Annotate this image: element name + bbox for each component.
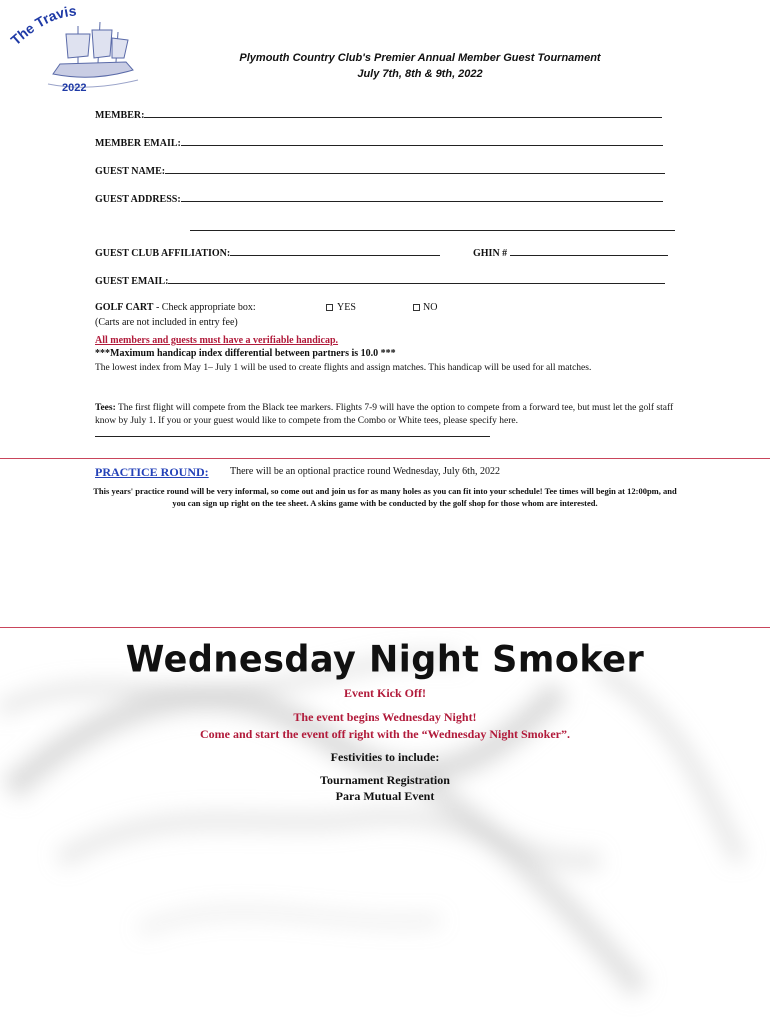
golf-cart-label: GOLF CART [95, 302, 154, 313]
smoker-festivities: Festivities to include: [330, 750, 440, 764]
smoker-come: Come and start the event off right with the “Wednesday Night Smoker”. [200, 727, 570, 741]
member-email-label: MEMBER EMAIL: [95, 138, 181, 149]
carts-note: (Carts are not included in entry fee) [95, 317, 238, 328]
smoker-item-para-mutual: Para Mutual Event [335, 789, 435, 803]
header-dates: July 7th, 8th & 9th, 2022 [357, 68, 483, 80]
member-label: MEMBER: [95, 110, 145, 121]
practice-line: There will be an optional practice round Wednesday, July 6th, 2022 [230, 466, 500, 477]
cart-yes-option[interactable] [326, 302, 356, 313]
handicap-lowest: The lowest index from May 1– July 1 will be used to create flights and assign matches. This handicap will be used for all matches. [95, 363, 592, 373]
header-title: Plymouth Country Club's Premier Annual Member Guest Tournament [239, 52, 601, 64]
guest-name-field[interactable] [95, 164, 665, 177]
tees-specify-line[interactable] [95, 428, 490, 437]
logo-arc-text: The Travis [8, 4, 77, 49]
guest-club-field[interactable] [95, 246, 440, 259]
golf-cart-row [95, 302, 256, 313]
tees-paragraph [95, 402, 675, 442]
cart-no-option[interactable] [413, 302, 437, 313]
smoker-title: Wednesday Night Smoker [125, 639, 645, 681]
guest-club-label: GUEST CLUB AFFILIATION: [95, 248, 231, 259]
handicap-warning: All members and guests must have a verifiable handicap. [95, 335, 339, 346]
guest-address-label: GUEST ADDRESS: [95, 194, 181, 205]
smoker-begins: The event begins Wednesday Night! [293, 710, 477, 724]
guest-email-label: GUEST EMAIL: [95, 276, 169, 287]
divider-2 [0, 627, 770, 628]
guest-email-field[interactable] [95, 274, 665, 287]
smoker-kickoff: Event Kick Off! [344, 686, 426, 700]
practice-details: This years' practice round will be very informal, so come out and join us for as many holes as you can fit into your schedule! Tee times will begin at 12:00pm, and you can sign up right on the tee sheet. A skins game with be conducted by the golf shop for those whom are interested. [93, 486, 677, 508]
member-email-field[interactable] [95, 136, 663, 149]
guest-name-label: GUEST NAME: [95, 166, 166, 177]
practice-label: PRACTICE ROUND: [95, 465, 209, 479]
divider-1 [0, 458, 770, 459]
handicap-max: ***Maximum handicap index differential between partners is 10.0 *** [95, 348, 396, 359]
yes-label: YES [337, 302, 356, 313]
tees-label: Tees: [95, 403, 116, 413]
tees-text: The first flight will compete from the Black tee markers. Flights 7-9 will have the option to compete from a forward tee, but must let the golf staff know by July 1. If you or your guest would like to compete from the Combo or White tees, please specify here. [95, 403, 674, 426]
member-field[interactable] [95, 108, 662, 121]
guest-address-field[interactable] [95, 192, 663, 205]
yes-checkbox[interactable] [326, 304, 333, 311]
guest-address-line-2[interactable] [190, 222, 675, 231]
ghin-label: GHIN # [473, 248, 508, 259]
ghin-field[interactable] [473, 246, 668, 259]
logo-year: 2022 [62, 82, 87, 94]
smoker-item-registration: Tournament Registration [320, 773, 450, 787]
golf-cart-text: - Check appropriate box: [153, 302, 256, 313]
no-label: NO [423, 302, 438, 313]
no-checkbox[interactable] [413, 304, 420, 311]
